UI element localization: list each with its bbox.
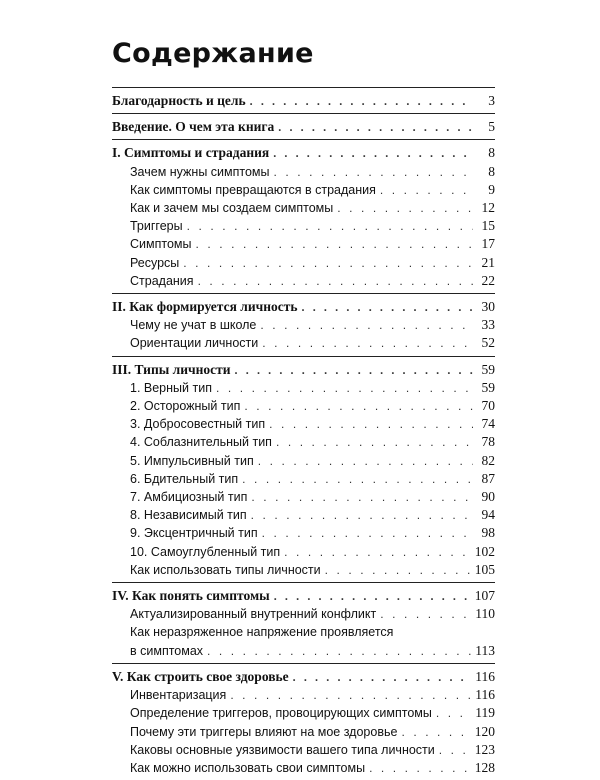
toc-entry [112, 163, 495, 181]
page-title: Содержание [112, 38, 314, 69]
toc-page-number: 105 [474, 561, 495, 577]
toc-entry [112, 704, 495, 722]
toc-page-number: 15 [481, 218, 495, 234]
toc-page-number: 17 [481, 236, 495, 252]
toc-section-heading [112, 92, 495, 110]
toc-entry [112, 452, 495, 470]
toc-entry-title: 6. Бдительный тип [130, 471, 239, 486]
toc-page-number: 59 [481, 361, 495, 377]
toc-entry-title: 10. Самоуглубленный тип [130, 544, 281, 559]
toc-page-number: 8 [488, 145, 495, 161]
toc-entry-title: Определение триггеров, провоцирующих симптомы [130, 706, 432, 721]
toc-section-heading [112, 298, 495, 316]
dot-leader [235, 361, 473, 379]
toc-page-number: 8 [488, 163, 495, 179]
dot-leader [302, 298, 473, 316]
toc-entry [112, 543, 495, 561]
toc-page-number: 3 [488, 93, 495, 108]
toc-entry [112, 488, 495, 506]
toc-entry [112, 254, 495, 272]
dot-leader [273, 163, 473, 181]
toc-entry-title: Инвентаризация [130, 688, 227, 703]
toc-page-number: 107 [474, 588, 495, 604]
toc-page-number: 113 [475, 642, 495, 658]
toc-entry-title: 7. Амбициозный тип [130, 490, 248, 505]
dot-leader [276, 433, 473, 451]
toc-page-number: 82 [481, 452, 495, 468]
toc-entry [112, 524, 495, 542]
toc-section [112, 294, 495, 356]
toc-section [112, 140, 495, 293]
toc-entry-title: IV. Как понять симптомы [112, 588, 270, 604]
toc-entry-title: Как и зачем мы создаем симптомы [130, 201, 334, 216]
toc-page-number: 116 [475, 668, 495, 684]
toc-page-number: 78 [481, 434, 495, 450]
toc-entry-title: 8. Независимый тип [130, 508, 247, 523]
toc-entry [112, 379, 495, 397]
dot-leader [198, 272, 473, 290]
dot-leader [337, 199, 473, 217]
toc-page-number: 12 [481, 200, 495, 216]
toc-entry [112, 605, 495, 623]
toc-page-number: 120 [474, 723, 495, 739]
dot-leader [284, 543, 471, 561]
toc-page-number: 102 [474, 543, 495, 559]
toc-entry [112, 199, 495, 217]
toc-entry [112, 217, 495, 235]
dot-leader [273, 144, 473, 162]
dot-leader [369, 759, 471, 777]
toc-section-heading [112, 587, 495, 605]
toc-page-number: 52 [481, 335, 495, 351]
dot-leader [244, 397, 473, 415]
toc-section [112, 357, 495, 582]
toc-page-number: 5 [488, 119, 495, 135]
dot-leader [230, 686, 471, 704]
toc-page-number: 87 [481, 470, 495, 486]
toc-entry [112, 433, 495, 451]
toc-page-number: 74 [481, 416, 495, 432]
toc-section [112, 88, 495, 113]
toc-entry-title: Каковы основные уязвимости вашего типа личности [130, 742, 435, 757]
toc-page-number: 94 [481, 507, 495, 523]
toc-section [112, 583, 495, 663]
toc-entry-title: Благодарность и цель [112, 93, 246, 108]
dot-leader [251, 488, 473, 506]
dot-leader [401, 723, 470, 741]
toc-page-number: 128 [474, 759, 495, 775]
toc-entry-title: Как симптомы превращаются в страдания [130, 182, 376, 197]
toc-page-number: 119 [475, 705, 495, 721]
toc-entry-title: Актуализированный внутренний конфликт [130, 607, 377, 622]
toc-page-number: 70 [481, 398, 495, 414]
toc-entry [112, 272, 495, 290]
dot-leader [269, 415, 473, 433]
toc-entry-title: Триггеры [130, 219, 183, 234]
toc-page-number: 21 [481, 254, 495, 270]
toc-page-number: 30 [481, 299, 495, 315]
toc-section [112, 114, 495, 139]
toc-entry-title: V. Как строить свое здоровье [112, 668, 289, 684]
toc-section-heading [112, 668, 495, 686]
toc-page-number: 22 [481, 272, 495, 288]
toc-entry-title: 4. Соблазнительный тип [130, 435, 272, 450]
toc-section-heading [112, 361, 495, 379]
toc-section-heading [112, 118, 495, 136]
toc-entry-title: Страдания [130, 273, 194, 288]
toc-entry-title: Как использовать типы личности [130, 562, 321, 577]
dot-leader [216, 379, 473, 397]
toc-entry-title: 5. Импульсивный тип [130, 453, 254, 468]
toc-entry [112, 415, 495, 433]
dot-leader [258, 452, 473, 470]
dot-leader [260, 316, 473, 334]
table-of-contents [112, 87, 495, 780]
toc-entry [112, 235, 495, 253]
toc-section [112, 664, 495, 780]
toc-entry-title: III. Типы личности [112, 361, 231, 377]
toc-entry [112, 506, 495, 524]
toc-page-number: 59 [481, 379, 495, 395]
toc-page-number: 33 [481, 317, 495, 333]
toc-entry [112, 686, 495, 704]
toc-page-number: 110 [475, 606, 495, 622]
toc-entry-title: I. Симптомы и страдания [112, 145, 270, 161]
dot-leader [262, 334, 473, 352]
dot-leader [278, 118, 473, 136]
toc-entry [112, 316, 495, 334]
toc-entry [112, 470, 495, 488]
toc-section-heading [112, 144, 495, 162]
dot-leader [274, 587, 471, 605]
toc-entry [112, 334, 495, 352]
toc-page-number: 116 [475, 687, 495, 703]
dot-leader [380, 605, 471, 623]
toc-entry-title: 2. Осторожный тип [130, 399, 241, 414]
toc-entry-title: 3. Добросовестный тип [130, 417, 266, 432]
toc-entry-title: Ориентации личности [130, 336, 259, 351]
dot-leader [262, 524, 473, 542]
toc-entry-title: в симптомах [130, 643, 204, 658]
toc-entry [112, 759, 495, 777]
dot-leader [187, 217, 473, 235]
toc-entry-title: 1. Верный тип [130, 380, 212, 395]
dot-leader [293, 668, 472, 686]
toc-entry-title: Как можно использовать свои симптомы [130, 760, 366, 775]
toc-entry [112, 642, 495, 660]
dot-leader [436, 704, 471, 722]
toc-entry-title: Как неразряженное напряжение проявляется [130, 625, 394, 640]
dot-leader [242, 470, 473, 488]
toc-page-number: 123 [474, 741, 495, 757]
toc-page-number: 90 [481, 489, 495, 505]
toc-entry-title: Чему не учат в школе [130, 318, 257, 333]
toc-entry [112, 623, 495, 641]
toc-entry [112, 397, 495, 415]
toc-entry-title: 9. Эксцентричный тип [130, 526, 258, 541]
toc-entry [112, 561, 495, 579]
toc-entry-title: Почему эти триггеры влияют на мое здоровье [130, 724, 398, 739]
toc-entry-title: Зачем нужны симптомы [130, 164, 270, 179]
dot-leader [325, 561, 471, 579]
dot-leader [207, 642, 471, 660]
dot-leader [380, 181, 473, 199]
dot-leader [251, 506, 473, 524]
dot-leader [196, 235, 474, 253]
toc-entry-title: Введение. О чем эта книга [112, 119, 275, 135]
toc-entry-title: Ресурсы [130, 255, 180, 270]
toc-entry [112, 723, 495, 741]
toc-entry-title: Симптомы [130, 237, 192, 252]
toc-entry [112, 181, 495, 199]
toc-page-number: 9 [488, 181, 495, 197]
dot-leader [183, 254, 473, 272]
dot-leader [250, 92, 473, 110]
toc-entry-title: II. Как формируется личность [112, 299, 298, 315]
toc-page-number: 98 [481, 525, 495, 541]
